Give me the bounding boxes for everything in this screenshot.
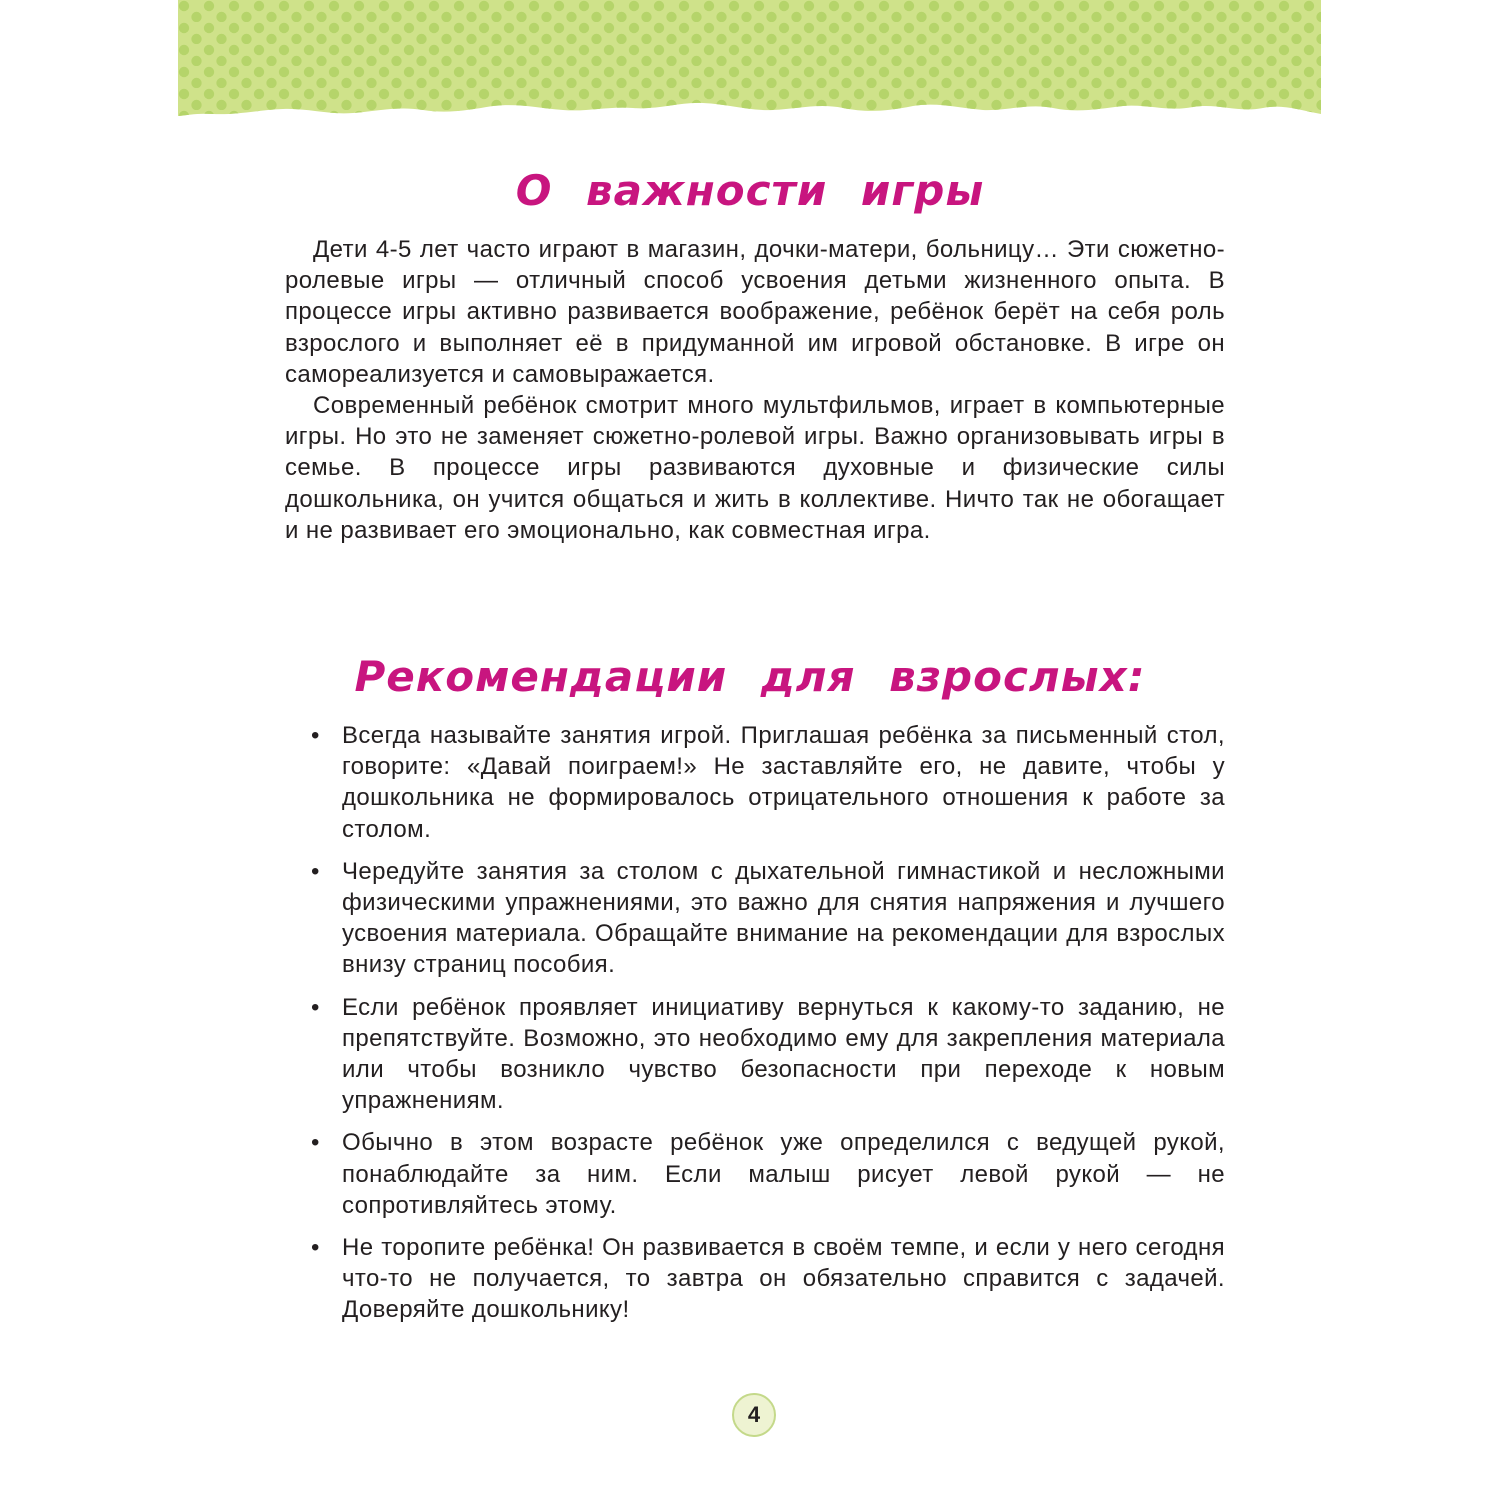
- bullet-icon: •: [311, 1234, 320, 1262]
- intro-paragraph: Современный ребёнок смотрит много мультфильмов, играет в компьютерные игры. Но это не заменяет сюжетно-ролевой игры. Важно организовывать игры в семье. В процессе игры развиваются духовные и физические силы дошкольника, он учится общаться и жить в коллективе. Ничто так не обогащает и не развивает его эмоционально, как совместная игра.: [285, 392, 1225, 544]
- bullet-icon: •: [311, 722, 320, 749]
- intro-paragraph: Дети 4-5 лет часто играют в магазин, дочки-матери, больницу… Эти сюжетно-ролевые игры — отличный способ усвоения детьми жизненного опыта. В процессе игры активно развивается воображение, ребёнок берёт на себя роль взрослого и выполняет её в придуманной им игровой обстановке. В игре он самореализуется и самовыражается.: [285, 236, 1225, 388]
- list-item: [285, 1232, 1225, 1326]
- list-item: [285, 720, 1225, 845]
- list-item: [285, 1127, 1225, 1221]
- header-band: [178, 0, 1321, 122]
- section-title-recommendations: Рекомендации для взрослых:: [354, 652, 1146, 701]
- list-item-text: Обычно в этом возрасте ребёнок уже определился с ведущей рукой, понаблюдайте за ним. Если малыш рисует левой рукой — не сопротивляйтесь этому.: [342, 1129, 1225, 1219]
- intro-text: [285, 234, 1225, 546]
- list-item: [285, 992, 1225, 1117]
- list-item-text: Чередуйте занятия за столом с дыхательной гимнастикой и несложными физическими упражнениями, это важно для снятия напряжения и лучшего усвоения материала. Обращайте внимание на рекомендации для взрослых внизу страниц пособия.: [342, 857, 1225, 979]
- bullet-icon: •: [311, 993, 320, 1021]
- page-number: 4: [747, 1402, 761, 1427]
- polka-dot-icon: [178, 0, 1321, 122]
- page-number-badge: [732, 1393, 776, 1437]
- bullet-icon: •: [311, 1129, 320, 1157]
- recommendations-list: [285, 720, 1225, 1337]
- section-title-importance-of-play: О важности игры: [515, 166, 985, 215]
- list-item-text: Не торопите ребёнка! Он развивается в своём темпе, и если у него сегодня что-то не получается, то завтра он обязательно справится с задачей. Доверяйте дошкольнику!: [342, 1234, 1225, 1324]
- list-item: [285, 856, 1225, 981]
- bullet-icon: •: [311, 857, 320, 885]
- list-item-text: Если ребёнок проявляет инициативу вернуться к какому-то заданию, не препятствуйте. Возможно, это необходимо ему для закрепления материала или чтобы возникло чувство безопасности при переходе к новым упражнениям.: [342, 993, 1225, 1115]
- list-item-text: Всегда называйте занятия игрой. Приглашая ребёнка за письменный стол, говорите: «Давай поиграем!» Не заставляйте его, не давите, чтобы у дошкольника не формировалось отрицательного отношения к работе за столом.: [342, 722, 1225, 843]
